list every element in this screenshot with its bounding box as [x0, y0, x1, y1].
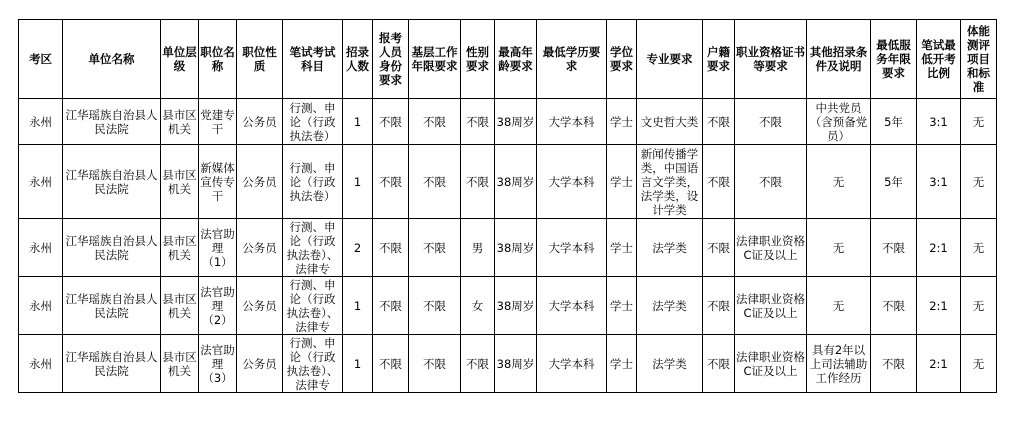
- cell-grassroots-years: 不限: [409, 99, 461, 145]
- cell-qualification: 法律职业资格C证及以上: [735, 335, 807, 393]
- cell-degree: 学士: [607, 335, 637, 393]
- cell-gender: 不限: [461, 99, 495, 145]
- header-position-name: 职位名称: [199, 20, 237, 99]
- header-row: [19, 20, 997, 99]
- header-written-subjects: 笔试考试科目: [283, 20, 343, 99]
- cell-unit-level: 县市区机关: [161, 99, 199, 145]
- cell-hiring-count: 1: [343, 277, 373, 335]
- header-grassroots-years: 基层工作年限要求: [409, 20, 461, 99]
- cell-written-ratio: 3:1: [917, 99, 961, 145]
- cell-unit-level: 县市区机关: [161, 335, 199, 393]
- cell-min-service-years: 不限: [871, 335, 917, 393]
- cell-min-education: 大学本科: [537, 335, 607, 393]
- cell-applicant-identity: 不限: [373, 99, 409, 145]
- cell-written-subjects: 行测、申论（行政执法卷）: [283, 99, 343, 145]
- header-hiring-count: 招录人数: [343, 20, 373, 99]
- cell-hukou: 不限: [703, 335, 735, 393]
- cell-min-service-years: 不限: [871, 219, 917, 277]
- header-unit-level: 单位层级: [161, 20, 199, 99]
- header-qualification: 职业资格证书等要求: [735, 20, 807, 99]
- cell-position-type: 公务员: [237, 335, 283, 393]
- header-min-education: 最低学历要求: [537, 20, 607, 99]
- cell-major: 法学类: [637, 219, 703, 277]
- table-row: [19, 145, 997, 219]
- cell-min-education: 大学本科: [537, 99, 607, 145]
- cell-gender: 男: [461, 219, 495, 277]
- cell-major: 法学类: [637, 277, 703, 335]
- cell-unit-name: 江华瑶族自治县人民法院: [63, 277, 161, 335]
- header-min-service-years: 最低服务年限要求: [871, 20, 917, 99]
- cell-physical-test: 无: [961, 219, 997, 277]
- cell-written-subjects: 行测、申论（行政执法卷）、法律专: [283, 335, 343, 393]
- cell-written-ratio: 2:1: [917, 277, 961, 335]
- cell-physical-test: 无: [961, 335, 997, 393]
- cell-position-name: 新媒体宣传专干: [199, 145, 237, 219]
- cell-qualification: 法律职业资格C证及以上: [735, 219, 807, 277]
- table-row: [19, 277, 997, 335]
- cell-unit-level: 县市区机关: [161, 219, 199, 277]
- header-physical-test: 体能测评项目和标准: [961, 20, 997, 99]
- header-applicant-identity: 报考人员身份要求: [373, 20, 409, 99]
- cell-gender: 不限: [461, 335, 495, 393]
- cell-grassroots-years: 不限: [409, 335, 461, 393]
- table-row: [19, 219, 997, 277]
- header-gender: 性别要求: [461, 20, 495, 99]
- cell-position-name: 法官助理（2）: [199, 277, 237, 335]
- cell-max-age: 38周岁: [495, 335, 537, 393]
- header-position-type: 职位性质: [237, 20, 283, 99]
- recruitment-table: [18, 19, 997, 393]
- cell-applicant-identity: 不限: [373, 145, 409, 219]
- cell-unit-level: 县市区机关: [161, 277, 199, 335]
- cell-written-ratio: 2:1: [917, 335, 961, 393]
- cell-position-type: 公务员: [237, 145, 283, 219]
- cell-unit-name: 江华瑶族自治县人民法院: [63, 219, 161, 277]
- cell-degree: 学士: [607, 99, 637, 145]
- cell-written-subjects: 行测、申论（行政执法卷）、法律专: [283, 219, 343, 277]
- cell-other-conditions: 无: [807, 219, 871, 277]
- cell-physical-test: 无: [961, 277, 997, 335]
- cell-physical-test: 无: [961, 99, 997, 145]
- cell-position-type: 公务员: [237, 277, 283, 335]
- cell-applicant-identity: 不限: [373, 277, 409, 335]
- cell-min-education: 大学本科: [537, 145, 607, 219]
- cell-major: 新闻传播学类，中国语言文学类，法学类，设计学类: [637, 145, 703, 219]
- table-row: [19, 99, 997, 145]
- cell-min-service-years: 不限: [871, 277, 917, 335]
- cell-grassroots-years: 不限: [409, 277, 461, 335]
- table-row: [19, 335, 997, 393]
- cell-other-conditions: 中共党员（含预备党员）: [807, 99, 871, 145]
- cell-max-age: 38周岁: [495, 277, 537, 335]
- cell-other-conditions: 无: [807, 145, 871, 219]
- header-max-age: 最高年龄要求: [495, 20, 537, 99]
- cell-qualification: 不限: [735, 145, 807, 219]
- cell-written-subjects: 行测、申论（行政执法卷）、法律专: [283, 277, 343, 335]
- cell-max-age: 38周岁: [495, 219, 537, 277]
- cell-exam-area: 永州: [19, 335, 63, 393]
- header-exam-area: 考区: [19, 20, 63, 99]
- header-written-ratio: 笔试最低开考比例: [917, 20, 961, 99]
- cell-unit-name: 江华瑶族自治县人民法院: [63, 99, 161, 145]
- cell-unit-name: 江华瑶族自治县人民法院: [63, 145, 161, 219]
- cell-grassroots-years: 不限: [409, 219, 461, 277]
- cell-exam-area: 永州: [19, 99, 63, 145]
- cell-hukou: 不限: [703, 219, 735, 277]
- cell-max-age: 38周岁: [495, 99, 537, 145]
- header-degree: 学位要求: [607, 20, 637, 99]
- cell-hukou: 不限: [703, 99, 735, 145]
- cell-position-name: 法官助理（1）: [199, 219, 237, 277]
- cell-applicant-identity: 不限: [373, 219, 409, 277]
- cell-gender: 不限: [461, 145, 495, 219]
- cell-position-type: 公务员: [237, 219, 283, 277]
- cell-written-subjects: 行测、申论（行政执法卷）: [283, 145, 343, 219]
- cell-applicant-identity: 不限: [373, 335, 409, 393]
- cell-other-conditions: 无: [807, 277, 871, 335]
- header-major: 专业要求: [637, 20, 703, 99]
- cell-min-service-years: 5年: [871, 145, 917, 219]
- cell-min-education: 大学本科: [537, 277, 607, 335]
- header-other-conditions: 其他招录条件及说明: [807, 20, 871, 99]
- cell-hukou: 不限: [703, 277, 735, 335]
- cell-position-type: 公务员: [237, 99, 283, 145]
- cell-exam-area: 永州: [19, 145, 63, 219]
- cell-position-name: 法官助理（3）: [199, 335, 237, 393]
- cell-position-name: 党建专干: [199, 99, 237, 145]
- header-hukou: 户籍要求: [703, 20, 735, 99]
- cell-grassroots-years: 不限: [409, 145, 461, 219]
- cell-min-service-years: 5年: [871, 99, 917, 145]
- cell-physical-test: 无: [961, 145, 997, 219]
- cell-min-education: 大学本科: [537, 219, 607, 277]
- cell-hiring-count: 1: [343, 99, 373, 145]
- cell-hiring-count: 1: [343, 335, 373, 393]
- cell-major: 文史哲大类: [637, 99, 703, 145]
- cell-qualification: 法律职业资格C证及以上: [735, 277, 807, 335]
- cell-exam-area: 永州: [19, 277, 63, 335]
- cell-degree: 学士: [607, 219, 637, 277]
- cell-exam-area: 永州: [19, 219, 63, 277]
- cell-hiring-count: 1: [343, 145, 373, 219]
- cell-degree: 学士: [607, 277, 637, 335]
- cell-max-age: 38周岁: [495, 145, 537, 219]
- cell-other-conditions: 具有2年以上司法辅助工作经历: [807, 335, 871, 393]
- cell-written-ratio: 2:1: [917, 219, 961, 277]
- cell-written-ratio: 3:1: [917, 145, 961, 219]
- cell-gender: 女: [461, 277, 495, 335]
- cell-qualification: 不限: [735, 99, 807, 145]
- cell-degree: 学士: [607, 145, 637, 219]
- cell-hukou: 不限: [703, 145, 735, 219]
- cell-hiring-count: 2: [343, 219, 373, 277]
- cell-unit-name: 江华瑶族自治县人民法院: [63, 335, 161, 393]
- cell-major: 法学类: [637, 335, 703, 393]
- header-unit-name: 单位名称: [63, 20, 161, 99]
- cell-unit-level: 县市区机关: [161, 145, 199, 219]
